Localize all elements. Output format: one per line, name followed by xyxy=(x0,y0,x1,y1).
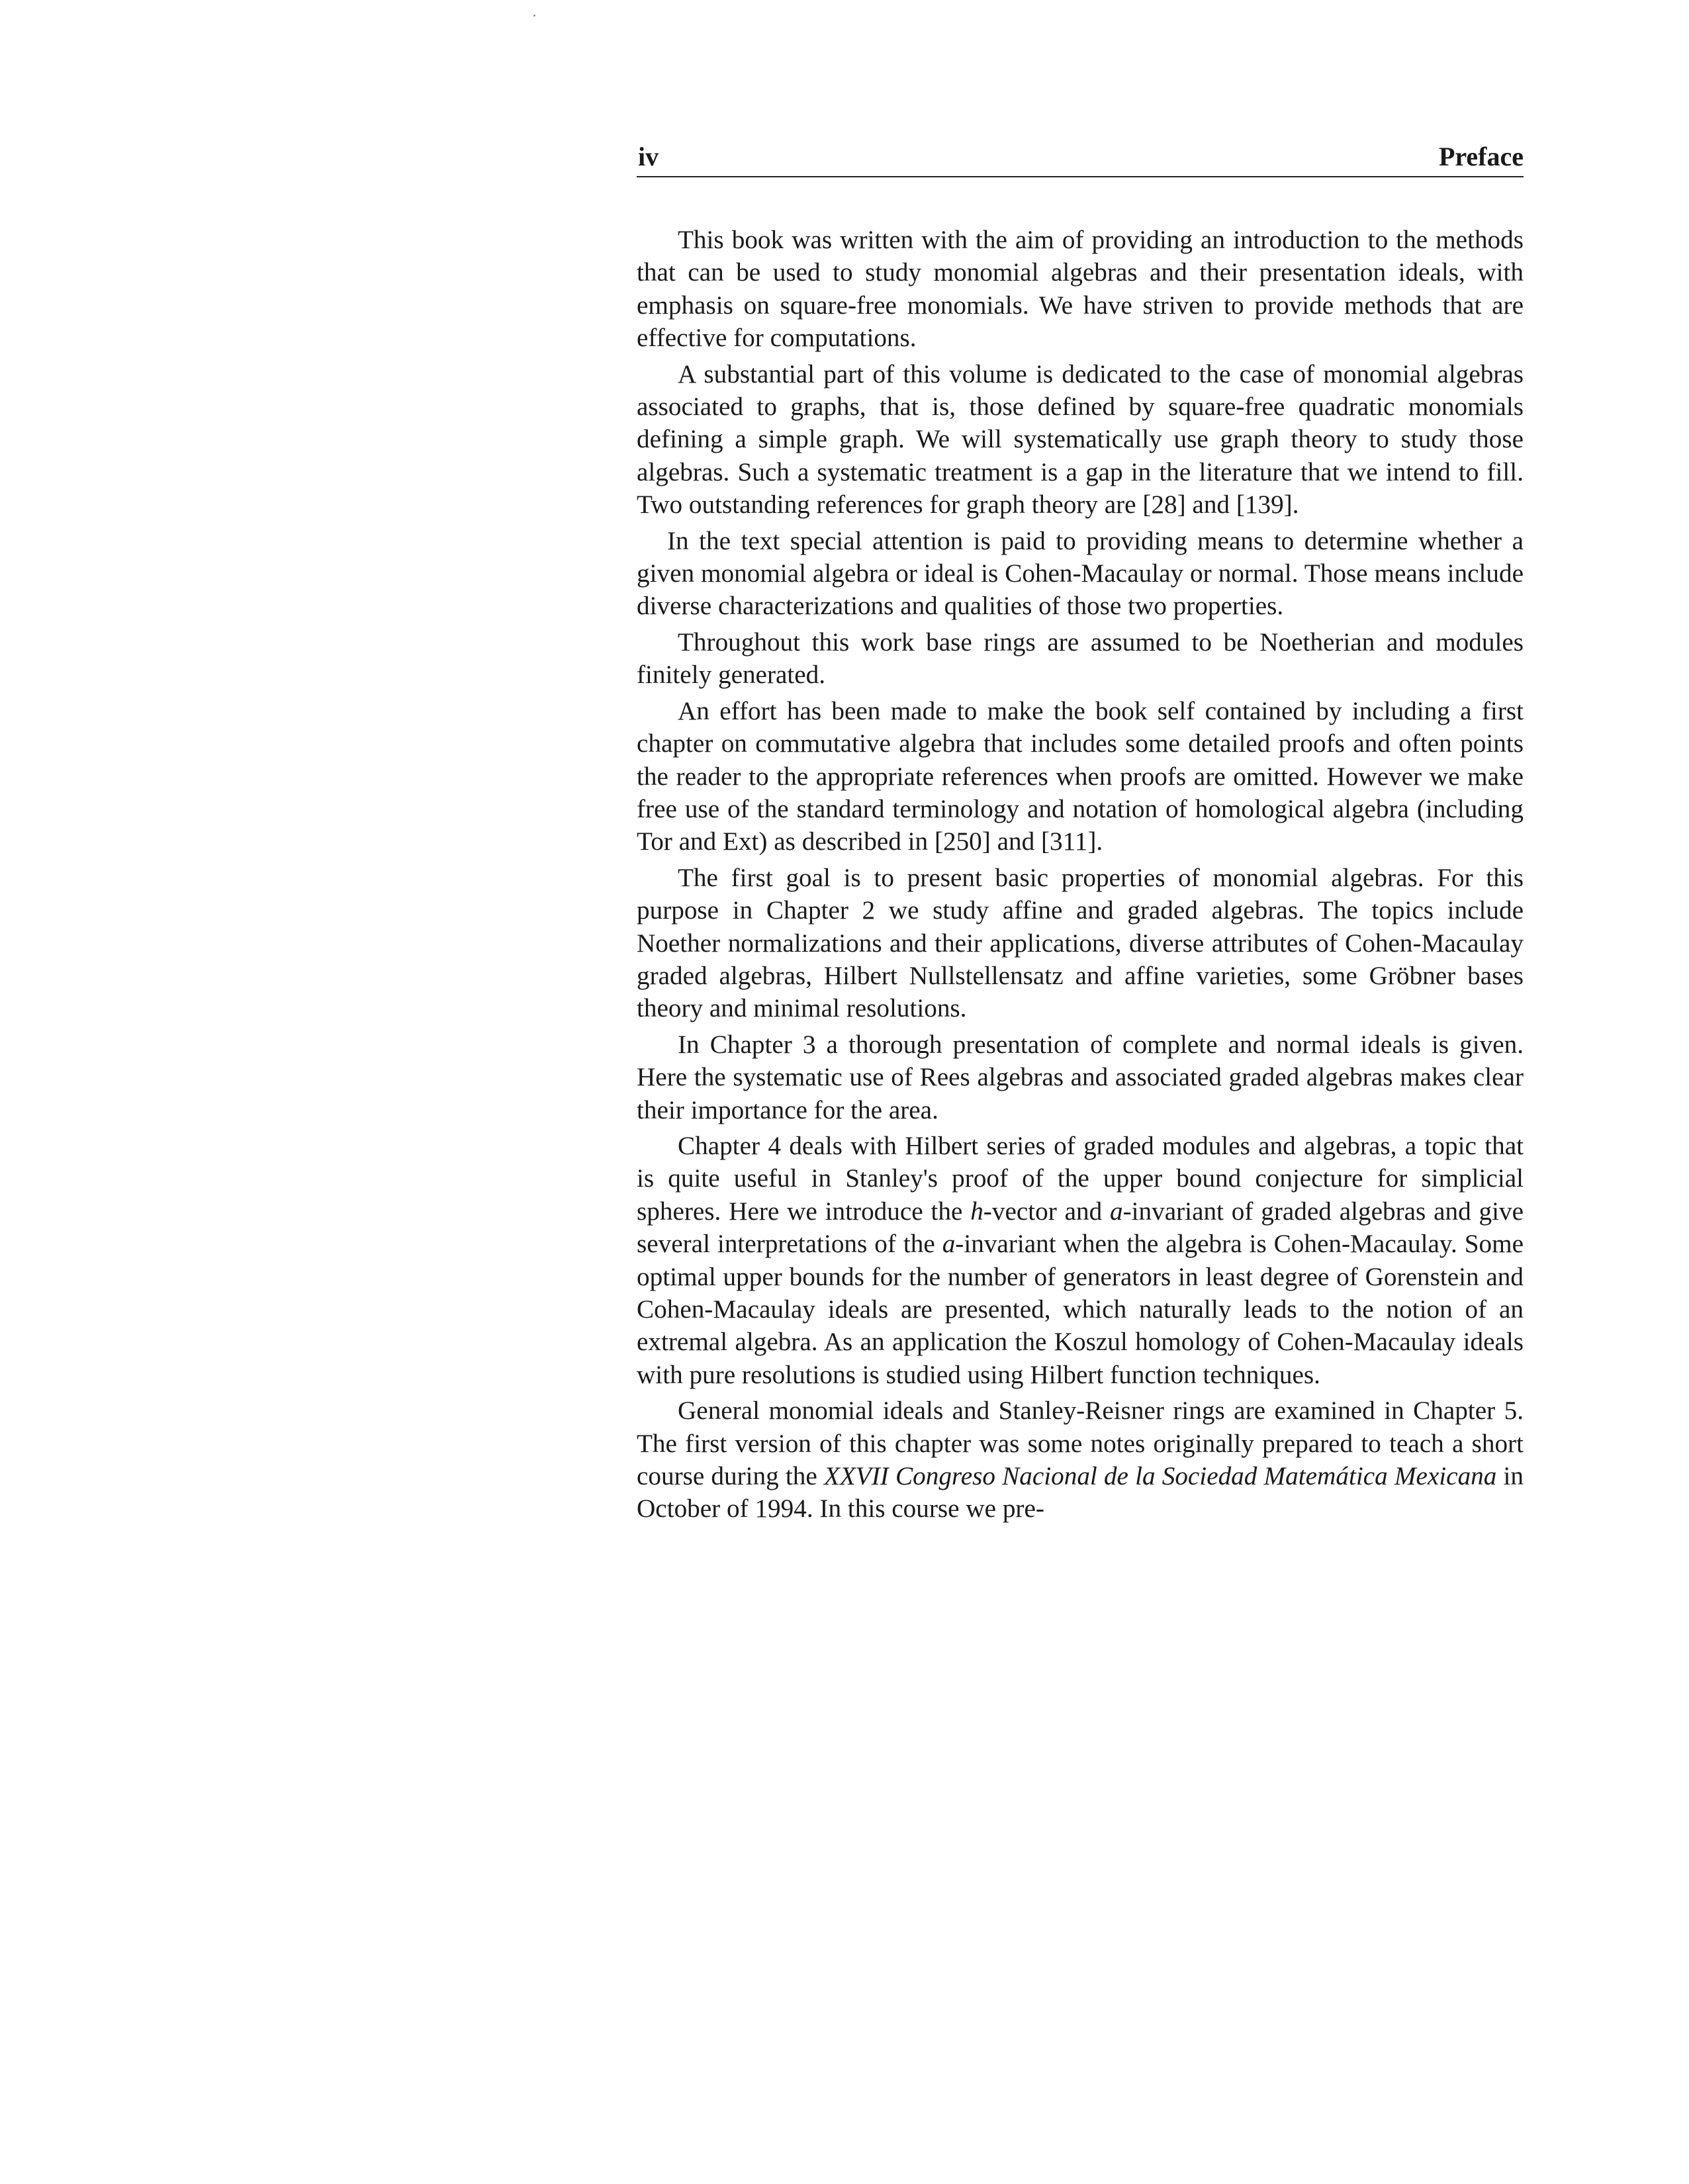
paragraph-1: This book was written with the aim of providing an introduction to the methods that can be used to study monomial algebras and their presentation ideals, with emphasis on square-free monomials. We have striven to provide methods that are effective for computations. xyxy=(637,226,1524,353)
paragraph-8-text-c: -invariant of graded algebras and give several interpretations of the xyxy=(637,1197,1524,1259)
running-head xyxy=(637,139,1524,177)
math-a: a xyxy=(1110,1197,1123,1226)
math-a: a xyxy=(942,1230,956,1259)
text-column xyxy=(637,139,1524,1529)
paragraph-8-text-b: -vector and xyxy=(983,1197,1111,1226)
paragraph-9-text-b: in October of 1994. In this course we pre- xyxy=(637,1462,1524,1524)
paragraph-3: In the text special attention is paid to providing means to determine whether a given monomial algebra or ideal is Cohen-Macaulay or normal. Those means include diverse characterizations and qualities of those two properties. xyxy=(637,526,1524,621)
paragraph-8-text-a: Chapter 4 deals with Hilbert series of graded modules and algebras, a topic that is quite useful in Stanley's proof of the upper bound conjecture for simplicial spheres. Here we introduce the xyxy=(637,1131,1524,1226)
section-title: Preface xyxy=(1438,142,1524,171)
scan-speck xyxy=(533,15,535,17)
math-h: h xyxy=(970,1197,983,1226)
paragraph-6: The first goal is to present basic properties of monomial algebras. For this purpose in Chapter 2 we study affine and graded algebras. The topics include Noether normalizations and their applications, diverse attributes of Cohen-Macaulay graded algebras, Hilbert Nullstellensatz and affine varieties, some Gröbner bases theory and minimal resolutions. xyxy=(637,863,1524,1023)
congress-name: XXVII Congreso Nacional de la Sociedad Matemática Mexicana xyxy=(823,1462,1497,1491)
paragraph-7: In Chapter 3 a thorough presentation of complete and normal ideals is given. Here the systematic use of Rees algebras and associated graded algebras makes clear their importance for the area. xyxy=(637,1030,1524,1124)
paragraph-8 xyxy=(637,1130,1524,1391)
paragraph-4: Throughout this work base rings are assumed to be Noetherian and modules finitely generated. xyxy=(637,627,1524,690)
paragraph-5: An effort has been made to make the book self contained by including a first chapter on commutative algebra that includes some detailed proofs and often points the reader to the appropriate references when proofs are omitted. However we make free use of the standard terminology and notation of homological algebra (including Tor and Ext) as described in [250] and [311]. xyxy=(637,696,1524,856)
paragraph-9 xyxy=(637,1394,1524,1525)
paragraph-2: A substantial part of this volume is dedicated to the case of monomial algebras associated to graphs, that is, those defined by square-free quadratic monomials defining a simple graph. We will systematically use graph theory to study those algebras. Such a systematic treatment is a gap in the literature that we intend to fill. Two outstanding references for graph theory are [28] and [139]. xyxy=(637,359,1524,520)
paragraph-9-text-a: General monomial ideals and Stanley-Reisner rings are examined in Chapter 5. The first version of this chapter was some notes originally prepared to teach a short course during the xyxy=(637,1396,1524,1491)
body-text xyxy=(637,224,1524,1525)
page-number: iv xyxy=(638,142,659,171)
paragraph-8-text-d: -invariant when the algebra is Cohen-Macaulay. Some optimal upper bounds for the number of generators in least degree of Gorenstein and Cohen-Macaulay ideals are presented, which naturally leads to the notion of an extremal algebra. As an application the Koszul homology of Cohen-Macaulay ideals with pure resolutions is studied using Hilbert function techniques. xyxy=(637,1230,1524,1389)
